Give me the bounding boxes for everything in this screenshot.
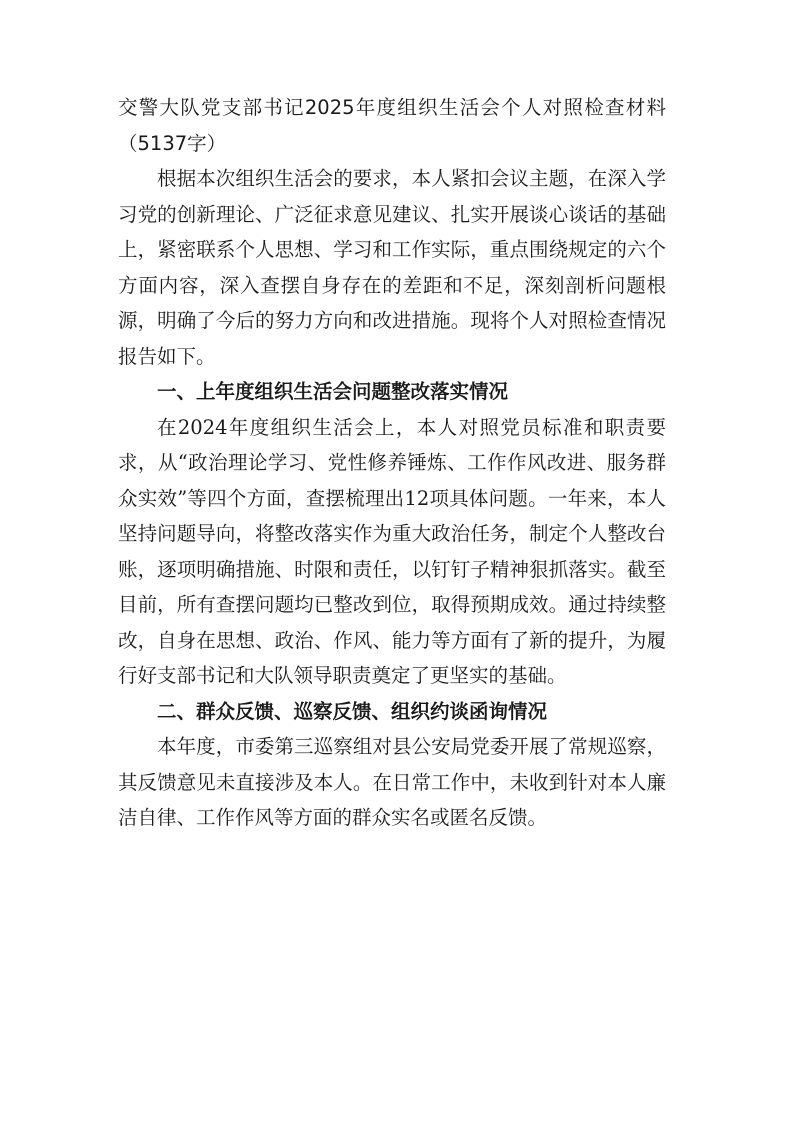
- document-title: 交警大队党支部书记2025年度组织生活会个人对照检查材料（5137字）: [118, 96, 666, 155]
- section-1-paragraph: 在2024年度组织生活会上，本人对照党员标准和职责要求，从“政治理论学习、党性修养锤炼、工作作风改进、服务群众实效”等四个方面，查摆梳理出12项具体问题。一年来，本人坚持问题导向，将整改落实作为重大政治任务，制定个人整改台账，逐项明确措施、时限和责任，以钉钉子精神狠抓落实。截至目前，所有查摆问题均已整改到位，取得预期成效。通过持续整改，自身在思想、政治、作风、能力等方面有了新的提升，为履行好支部书记和大队领导职责奠定了更坚实的基础。: [118, 415, 666, 687]
- document-body: [118, 90, 666, 836]
- section-2-paragraph: 本年度，市委第三巡察组对县公安局党委开展了常规巡察，其反馈意见未直接涉及本人。在日常工作中，未收到针对本人廉洁自律、工作作风等方面的群众实名或匿名反馈。: [118, 735, 666, 829]
- section-2-heading: 二、群众反馈、巡察反馈、组织约谈函询情况: [157, 699, 548, 723]
- section-1-heading: 一、上年度组织生活会问题整改落实情况: [157, 380, 509, 403]
- intro-paragraph: 根据本次组织生活会的要求，本人紧扣会议主题，在深入学习党的创新理论、广泛征求意见建议、扎实开展谈心谈话的基础上，紧密联系个人思想、学习和工作实际，重点围绕规定的六个方面内容，深入查摆自身存在的差距和不足，深刻剖析问题根源，明确了今后的努力方向和改进措施。现将个人对照检查情况报告如下。: [118, 167, 666, 368]
